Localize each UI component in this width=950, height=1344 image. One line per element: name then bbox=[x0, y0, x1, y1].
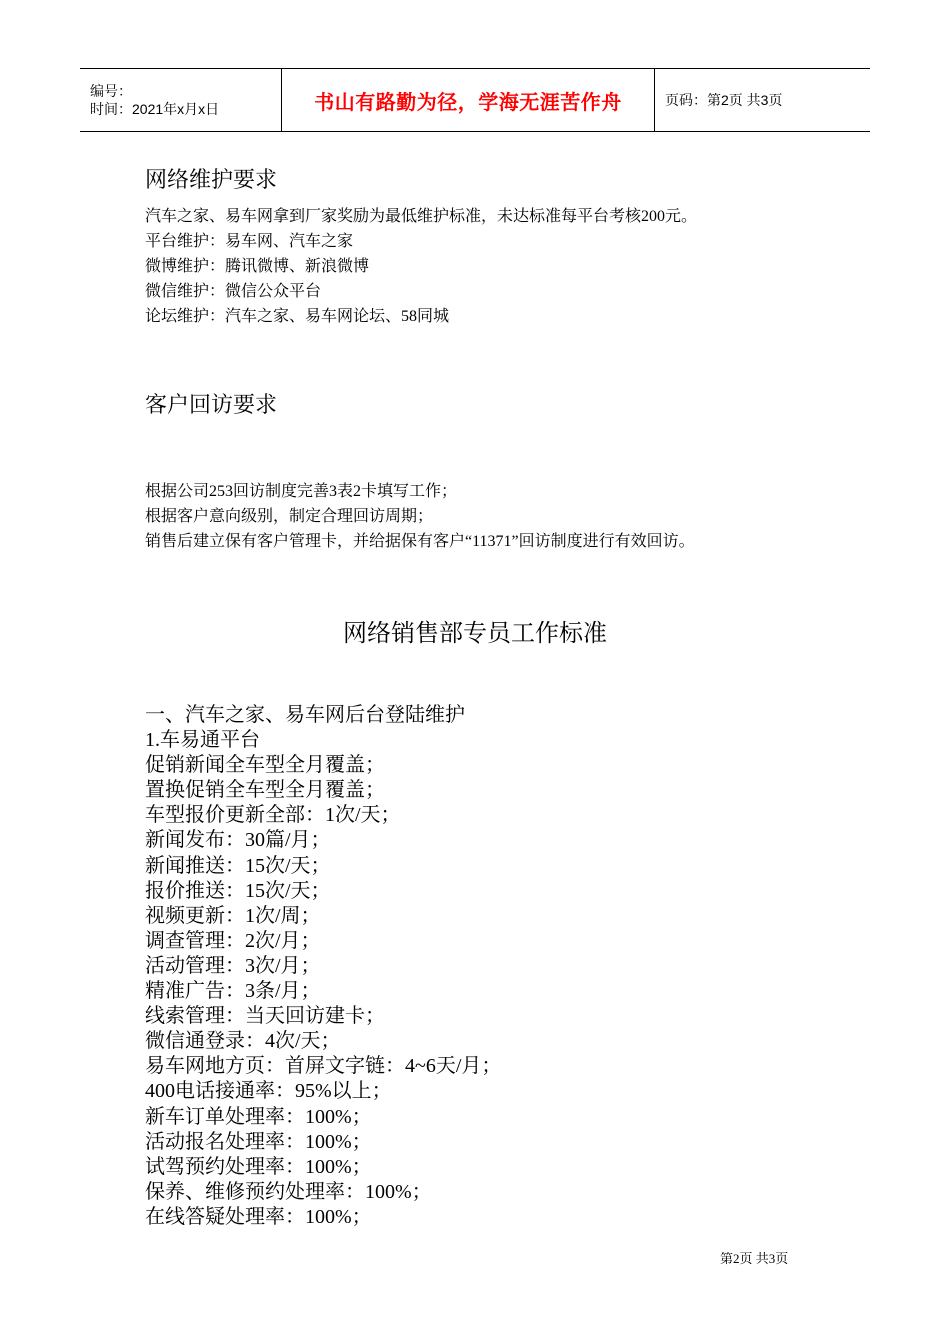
list-item: 新闻发布：30篇/月； bbox=[145, 829, 331, 852]
list-item: 易车网地方页：首屏文字链：4~6天/月； bbox=[145, 1055, 502, 1078]
list-item: 线索管理：当天回访建卡； bbox=[145, 1005, 385, 1028]
list-item: 保养、维修预约处理率：100%； bbox=[145, 1180, 432, 1203]
paragraph-line: 根据客户意向级别，制定合理回访周期； bbox=[145, 508, 434, 525]
paragraph-line: 销售后建立保有客户管理卡，并给据保有客户“11371”回访制度进行有效回访。 bbox=[145, 533, 695, 550]
list-item: 报价推送：15次/天； bbox=[145, 879, 331, 902]
main-title: 网络销售部专员工作标准 bbox=[343, 621, 607, 647]
list-item: 1.车易通平台 bbox=[145, 729, 260, 752]
paragraph-line: 根据公司253回访制度完善3表2卡填写工作； bbox=[145, 483, 458, 500]
header-page-number: 页码：第2页 共3页 bbox=[665, 92, 783, 108]
list-item: 视频更新：1次/周； bbox=[145, 904, 321, 927]
list-item: 一、汽车之家、易车网后台登陆维护 bbox=[145, 704, 465, 726]
list-item: 置换促销全车型全月覆盖； bbox=[145, 779, 385, 802]
list-item: 试驾预约处理率：100%； bbox=[145, 1155, 372, 1178]
section-title-network-maintenance: 网络维护要求 bbox=[145, 167, 278, 192]
page-header bbox=[80, 68, 870, 132]
list-item: 精准广告：3条/月； bbox=[145, 980, 321, 1003]
work-standards-list bbox=[145, 703, 501, 1230]
list-item: 调查管理：2次/月； bbox=[145, 929, 321, 952]
list-item: 活动管理：3次/月； bbox=[145, 954, 321, 977]
section-title-customer-followup: 客户回访要求 bbox=[145, 392, 278, 417]
customer-followup-list bbox=[145, 479, 695, 554]
document-time-label: 时间：2021年x月x日 bbox=[90, 101, 220, 117]
list-item: 车型报价更新全部：1次/天； bbox=[145, 804, 401, 827]
network-maintenance-list bbox=[145, 204, 697, 329]
paragraph-line: 汽车之家、易车网拿到厂家奖励为最低维护标准，未达标准每平台考核200元。 bbox=[145, 208, 698, 225]
list-item: 微信通登录：4次/天； bbox=[145, 1030, 341, 1053]
list-item: 新车订单处理率：100%； bbox=[145, 1105, 372, 1128]
paragraph-line: 论坛维护：汽车之家、易车网论坛、58同城 bbox=[145, 308, 450, 325]
list-item: 活动报名处理率：100%； bbox=[145, 1130, 372, 1153]
page-footer: 第2页 共3页 bbox=[720, 1251, 789, 1266]
paragraph-line: 平台维护：易车网、汽车之家 bbox=[145, 233, 354, 250]
header-motto-cell bbox=[282, 69, 655, 131]
list-item: 促销新闻全车型全月覆盖； bbox=[145, 754, 385, 777]
document-code-label: 编号： bbox=[90, 83, 132, 99]
paragraph-line: 微博维护：腾讯微博、新浪微博 bbox=[145, 258, 370, 275]
list-item: 400电话接通率：95%以上； bbox=[145, 1080, 392, 1103]
list-item: 新闻推送：15次/天； bbox=[145, 854, 331, 877]
header-motto: 书山有路勤为径，学海无涯苦作舟 bbox=[314, 89, 622, 114]
paragraph-line: 微信维护：微信公众平台 bbox=[145, 283, 322, 300]
header-page-cell bbox=[655, 69, 870, 131]
header-meta bbox=[80, 69, 282, 131]
list-item: 在线答疑处理率：100%； bbox=[145, 1205, 372, 1228]
